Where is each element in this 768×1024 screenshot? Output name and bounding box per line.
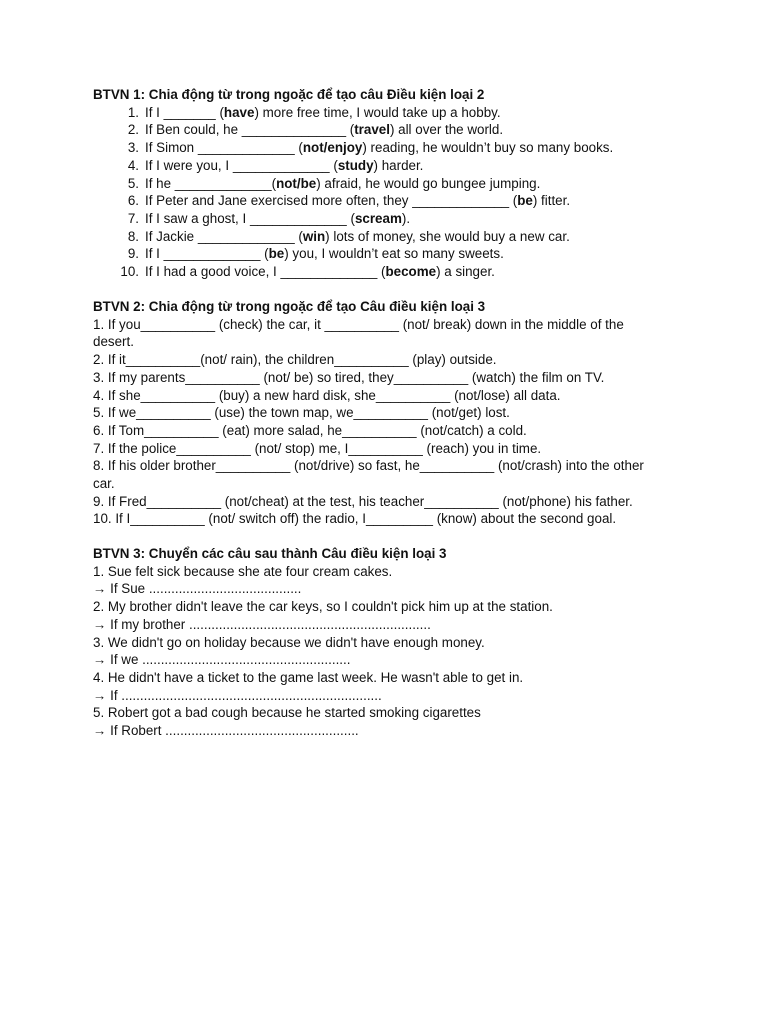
item-text: If I saw a ghost, I _____________ (: [145, 210, 355, 226]
exercise-1-item: [93, 175, 693, 193]
exercise-1-item: [93, 263, 693, 281]
item-text: If I _____________ (: [145, 246, 269, 262]
item-text: If I had a good voice, I _____________ (: [145, 264, 386, 280]
exercise-3-answer-line: → If we ........................................................: [93, 652, 351, 668]
exercise-1: [93, 86, 693, 281]
exercise-2-line: desert.: [93, 334, 134, 350]
item-number: 6.: [127, 193, 139, 209]
exercise-2-line: 3. If my parents__________ (not/ be) so tired, they__________ (watch) the film on TV.: [93, 369, 605, 385]
item-number: 4.: [127, 157, 139, 173]
item-text: If Simon _____________ (: [145, 140, 303, 156]
item-verb: be: [268, 246, 285, 262]
exercise-2-line: 8. If his older brother__________ (not/drive) so fast, he__________ (not/crash) into the other: [93, 458, 644, 474]
exercise-3-line: 2. My brother didn't leave the car keys, so I couldn't pick him up at the station.: [93, 599, 553, 615]
exercise-3-line: 4. He didn't have a ticket to the game last week. He wasn't able to get in.: [93, 669, 524, 685]
exercise-3-answer-line: → If my brother .................................................................: [93, 616, 431, 632]
exercise-3: [93, 545, 693, 740]
item-number: 9.: [127, 246, 139, 262]
item-number: 3.: [127, 140, 139, 156]
item-verb: scream: [354, 210, 402, 226]
item-number: 5.: [127, 175, 139, 191]
exercise-1-heading: BTVN 1: Chia động từ trong ngoặc để tạo câu Điều kiện loại 2: [93, 87, 485, 102]
item-verb: become: [385, 264, 437, 280]
item-text: If he _____________(: [145, 175, 277, 191]
exercise-1-item: [93, 192, 693, 210]
item-verb: not/be: [276, 175, 317, 191]
item-text: ) more free time, I would take up a hobby.: [254, 104, 501, 120]
exercise-3-line: 1. Sue felt sick because she ate four cream cakes.: [93, 563, 393, 579]
exercise-2-line: 7. If the police__________ (not/ stop) me, I__________ (reach) you in time.: [93, 440, 542, 456]
exercise-2-line: 9. If Fred__________ (not/cheat) at the test, his teacher__________ (not/phone) his father.: [93, 493, 633, 509]
exercise-2-line: 4. If she__________ (buy) a new hard disk, she__________ (not/lose) all data.: [93, 387, 561, 403]
item-number: 2.: [127, 122, 139, 138]
exercise-2-line: 2. If it__________(not/ rain), the children__________ (play) outside.: [93, 352, 497, 368]
item-text: ) lots of money, she would buy a new car.: [325, 228, 570, 244]
item-text: If I were you, I _____________ (: [145, 157, 338, 173]
exercise-3-answer-line: → If Robert ....................................................: [93, 723, 359, 739]
item-text: ) all over the world.: [389, 122, 504, 138]
exercise-2-heading: BTVN 2: Chia động từ trong ngoặc để tạo Câu điều kiện loại 3: [93, 299, 486, 314]
item-verb: study: [337, 157, 374, 173]
exercise-2: [93, 298, 693, 528]
item-verb: win: [302, 228, 326, 244]
exercise-1-item: [93, 245, 693, 263]
exercise-1-item: [93, 228, 693, 246]
exercise-3-heading: BTVN 3: Chuyển các câu sau thành Câu điều kiện loại 3: [93, 546, 447, 561]
item-text: ) fitter.: [532, 193, 571, 209]
item-text: ) reading, he wouldn’t buy so many books.: [362, 140, 614, 156]
item-verb: have: [223, 104, 255, 120]
item-number: 1.: [127, 104, 139, 120]
exercise-1-item: [93, 157, 693, 175]
exercise-1-item: [93, 139, 693, 157]
exercise-3-line: 5. Robert got a bad cough because he started smoking cigarettes: [93, 705, 481, 721]
exercise-1-item: [93, 210, 693, 228]
exercise-2-line: car.: [93, 476, 115, 492]
exercise-3-line: 3. We didn't go on holiday because we didn't have enough money.: [93, 634, 485, 650]
item-text: ) harder.: [373, 157, 424, 173]
item-number: 10.: [120, 264, 139, 280]
item-verb: not/enjoy: [302, 140, 363, 156]
item-number: 8.: [127, 228, 139, 244]
exercise-1-item: [93, 121, 693, 139]
item-text: ) a singer.: [436, 264, 495, 280]
exercise-2-line: 6. If Tom__________ (eat) more salad, he__________ (not/catch) a cold.: [93, 422, 527, 438]
item-text: ).: [401, 210, 411, 226]
exercise-2-line: 1. If you__________ (check) the car, it __________ (not/ break) down in the middle of the: [93, 316, 624, 332]
item-text: If Jackie _____________ (: [145, 228, 303, 244]
item-text: If Ben could, he ______________ (: [145, 122, 355, 138]
exercise-3-answer-line: → If Sue .........................................: [93, 581, 302, 597]
item-text: If Peter and Jane exercised more often, they _____________ (: [145, 193, 518, 209]
exercise-1-item: [93, 104, 693, 122]
item-number: 7.: [127, 210, 139, 226]
item-text: If I _______ (: [145, 104, 224, 120]
exercise-2-line: 10. If I__________ (not/ switch off) the radio, I_________ (know) about the second goal.: [93, 511, 617, 527]
item-verb: travel: [354, 122, 390, 138]
exercise-2-line: 5. If we__________ (use) the town map, we__________ (not/get) lost.: [93, 405, 510, 421]
item-text: ) afraid, he would go bungee jumping.: [316, 175, 541, 191]
item-text: ) you, I wouldn’t eat so many sweets.: [284, 246, 504, 262]
item-verb: be: [517, 193, 533, 209]
exercise-3-answer-line: → If ......................................................................: [93, 687, 382, 703]
